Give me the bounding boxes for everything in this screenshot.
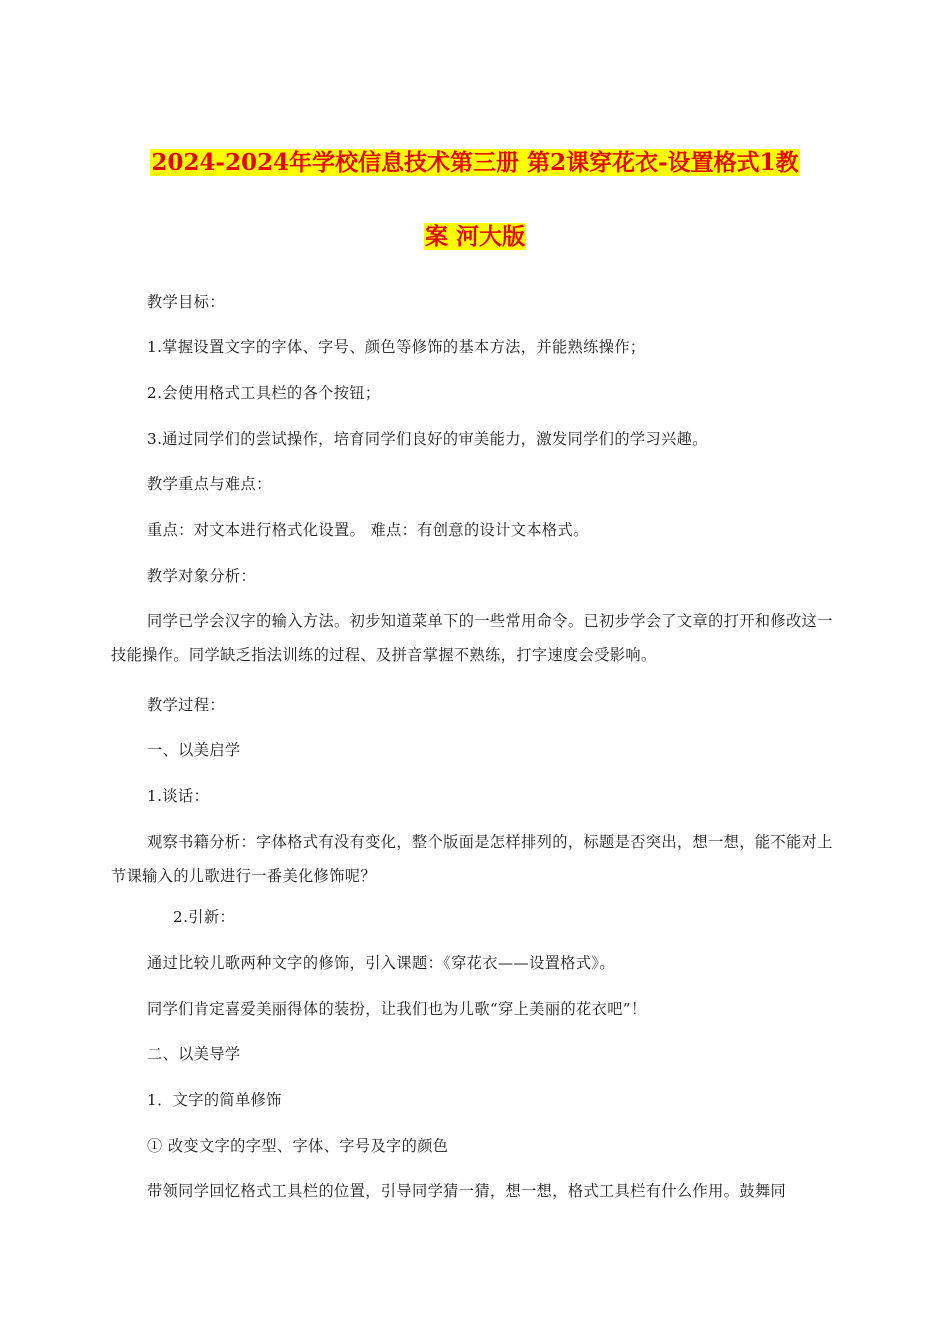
document-title-line-1 <box>0 148 950 178</box>
key-points-text: 重点：对文本进行格式化设置。 难点：有创意的设计文本格式。 <box>147 521 589 539</box>
document-title-line-2 <box>0 222 950 252</box>
step-intro-text-2: 同学们肯定喜爱美丽得体的装扮，让我们也为儿歌“穿上美丽的花衣吧”！ <box>147 1000 647 1018</box>
section-1-heading: 一、以美启学 <box>147 741 241 759</box>
step-talk-heading: 1.谈话： <box>147 787 210 805</box>
goal-item-3: 3.通过同学们的尝试操作，培育同学们良好的审美能力，激发同学们的学习兴趣。 <box>147 430 708 448</box>
title-highlight-1: 2024-2024年学校信息技术第三册 第2课穿花衣-设置格式1教 <box>151 149 799 176</box>
step-talk-text: 观察书籍分析：字体格式有没有变化，整个版面是怎样排列的，标题是否突出，想一想，能不能对上节课输入的儿歌进行一番美化修饰呢？ <box>111 833 833 885</box>
heading-teaching-goals: 教学目标： <box>147 293 225 311</box>
goal-item-1: 1.掌握设置文字的字体、字号、颜色等修饰的基本方法，并能熟练操作； <box>147 338 646 356</box>
subsection-1-item: ① 改变文字的字型、字体、字号及字的颜色 <box>147 1137 449 1155</box>
subsection-1-text: 带领同学回忆格式工具栏的位置，引导同学猜一猜，想一想，格式工具栏有什么作用。鼓舞同 <box>147 1182 787 1200</box>
title-highlight-2: 案 河大版 <box>424 223 525 250</box>
section-2-heading: 二、以美导学 <box>147 1045 241 1063</box>
heading-student-analysis: 教学对象分析： <box>147 567 257 585</box>
student-analysis-text: 同学已学会汉字的输入方法。初步知道菜单下的一些常用命令。已初步学会了文章的打开和修改这一技能操作。同学缺乏指法训练的过程、及拼音掌握不熟练，打字速度会受影响。 <box>111 612 833 664</box>
heading-key-points: 教学重点与难点： <box>147 475 272 493</box>
step-intro-heading: 2.引新： <box>173 908 236 926</box>
goal-item-2: 2.会使用格式工具栏的各个按钮； <box>147 384 381 402</box>
subsection-1-heading: 1．文字的简单修饰 <box>147 1091 282 1109</box>
heading-teaching-process: 教学过程： <box>147 696 225 714</box>
step-intro-text: 通过比较儿歌两种文字的修饰，引入课题：《穿花衣——设置格式》。 <box>147 954 616 972</box>
